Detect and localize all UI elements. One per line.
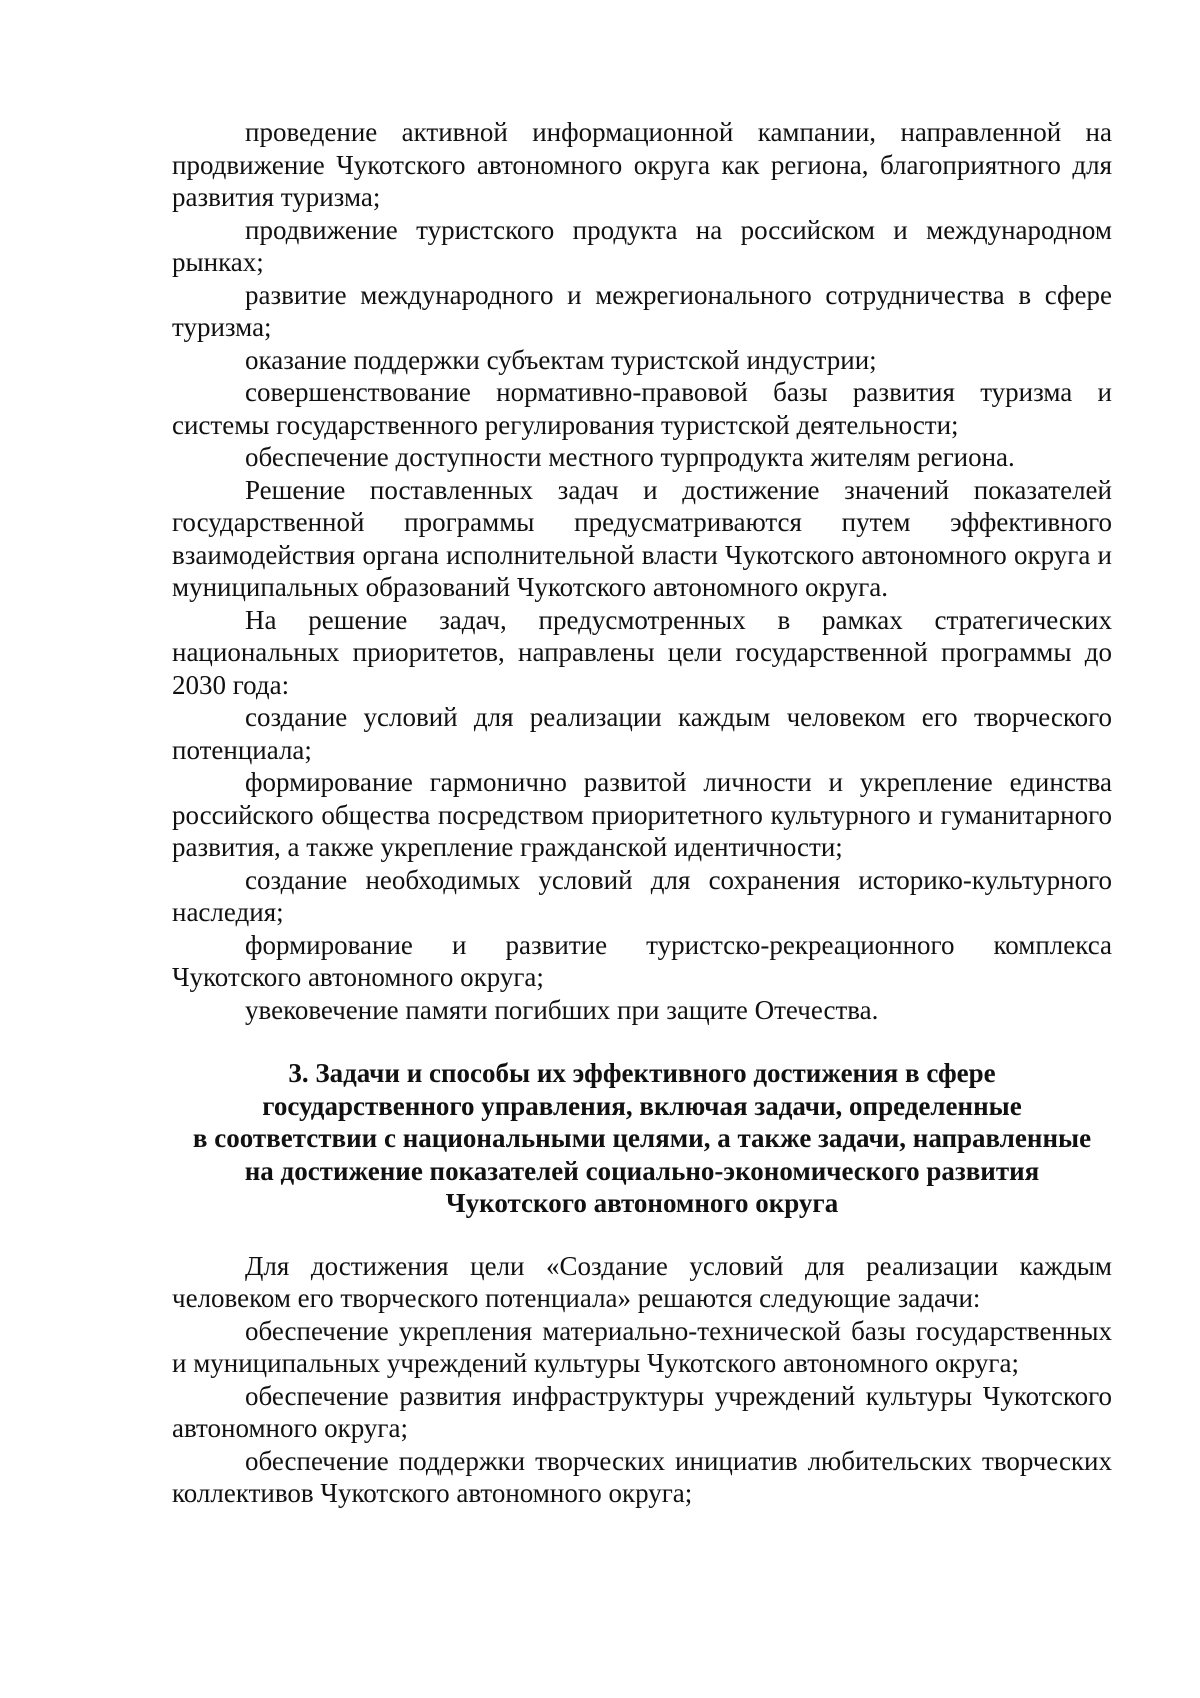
paragraph-task-initiatives: обеспечение поддержки творческих инициатив любительских творческих коллективов Чукотского автономного округа; xyxy=(172,1445,1112,1508)
paragraph-goal-heritage: создание необходимых условий для сохранения историко-культурного наследия; xyxy=(172,864,1112,927)
paragraph-task-infrastructure: обеспечение развития инфраструктуры учреждений культуры Чукотского автономного округа; xyxy=(172,1380,1112,1443)
paragraph-goal-memory: увековечение памяти погибших при защите Отечества. xyxy=(245,994,879,1025)
section-heading xyxy=(172,1057,1112,1220)
paragraph-goal-tourism: формирование и развитие туристско-рекреационного комплекса Чукотского автономного округа; xyxy=(172,929,1112,992)
paragraph-tourist-product: продвижение туристского продукта на российском и международном рынках; xyxy=(172,214,1112,277)
paragraph-task-material-base: обеспечение укрепления материально-технической базы государственных и муниципальных учреждений культуры Чукотского автономного округа; xyxy=(172,1315,1112,1378)
paragraph-goal-personality: формирование гармонично развитой личности и укрепление единства российского общества посредством приоритетного культурного и гуманитарного развития, а также укрепление гражданской идентичности; xyxy=(172,767,1112,862)
paragraph-regulation: совершенствование нормативно-правовой базы развития туризма и системы государственного регулирования туристской деятельности; xyxy=(172,377,1112,440)
paragraph-goal-creative: создание условий для реализации каждым человеком его творческого потенциала; xyxy=(172,702,1112,765)
document-page xyxy=(172,116,1112,1510)
section-heading-line: Чукотского автономного округа xyxy=(445,1188,839,1218)
paragraph-goals-intro: На решение задач, предусмотренных в рамках стратегических национальных приоритетов, направлены цели государственной программы до 2030 года: xyxy=(172,604,1112,700)
paragraph-tasks-intro: Для достижения цели «Создание условий для реализации каждым человеком его творческого потенциала» решаются следующие задачи: xyxy=(172,1250,1112,1313)
section-heading-line: в соответствии с национальными целями, а также задачи, направленные xyxy=(192,1123,1092,1153)
section-heading-line: государственного управления, включая задачи, определенные xyxy=(262,1090,1022,1121)
paragraph-info-campaign: проведение активной информационной кампании, направленной на продвижение Чукотского автономного округа как региона, благоприятного для развития туризма; xyxy=(172,117,1112,212)
paragraph-support: оказание поддержки субъектам туристской индустрии; xyxy=(245,344,877,375)
section-heading-line: 3. Задачи и способы их эффективного достижения в сфере xyxy=(288,1058,996,1088)
section-heading-line: на достижение показателей социально-экономического развития xyxy=(244,1155,1040,1186)
paragraph-accessibility: обеспечение доступности местного турпродукта жителям региона. xyxy=(245,442,1015,472)
paragraph-cooperation: развитие международного и межрегионального сотрудничества в сфере туризма; xyxy=(172,279,1112,342)
paragraph-solution: Решение поставленных задач и достижение значений показателей государственной программы предусматриваются путем эффективного взаимодействия органа исполнительной власти Чукотского автономного округа и муниципальных образований Чукотского автономного округа. xyxy=(172,474,1112,602)
